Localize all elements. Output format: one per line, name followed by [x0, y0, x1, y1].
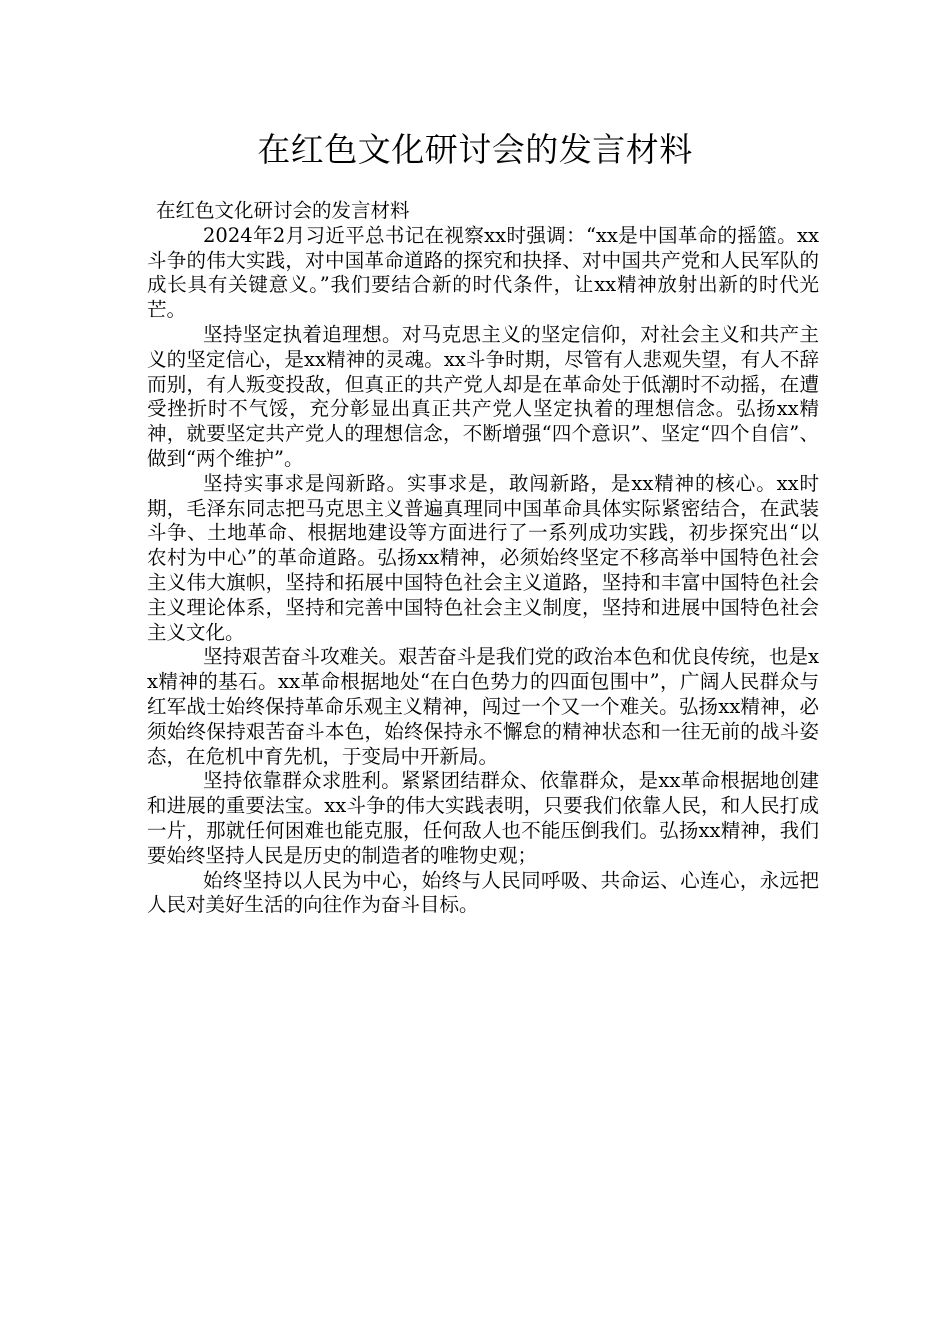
document-subtitle: 在红色文化研讨会的发言材料: [156, 199, 410, 222]
paragraph-ideals: 坚持坚定执着追理想。对马克思主义的坚定信仰，对社会主义和共产主义的坚定信心，是xx精神的灵魂。xx斗争时期，尽管有人悲观失望，有人不辞而别，有人叛变投敌，但真正的共产党人却是在革命处于低潮时不动摇，在遭受挫折时不气馁，充分彰显出真正共产党人坚定执着的理想信念。弘扬xx精神，就要坚定共产党人的理想信念，不断增强“四个意识”、坚定“四个自信”、做到“两个维护”。: [147, 322, 819, 470]
paragraph-masses: 坚持依靠群众求胜利。紧紧团结群众、依靠群众，是xx革命根据地创建和进展的重要法宝。xx斗争的伟大实践表明，只要我们依靠人民，和人民打成一片，那就任何困难也能克服，任何敌人也不能压倒我们。弘扬xx精神，我们要始终坚持人民是历史的制造者的唯物史观；: [147, 769, 819, 867]
paragraph-hard-work: 坚持艰苦奋斗攻难关。艰苦奋斗是我们党的政治本色和优良传统，也是xx精神的基石。xx革命根据地处“在白色势力的四面包围中”，广阔人民群众与红军战士始终保持革命乐观主义精神，闯过一个又一个难关。弘扬xx精神，必须始终保持艰苦奋斗本色，始终保持永不懈怠的精神状态和一往无前的战斗姿态，在危机中育先机，于变局中开新局。: [147, 645, 819, 768]
paragraph-people-centered: 始终坚持以人民为中心，始终与人民同呼吸、共命运、心连心，永远把人民对美好生活的向往作为奋斗目标。: [147, 868, 819, 917]
paragraph-pragmatism: 坚持实事求是闯新路。实事求是，敢闯新路，是xx精神的核心。xx时期，毛泽东同志把马克思主义普遍真理同中国革命具体实际紧密结合，在武装斗争、土地革命、根据地建设等方面进行了一系列成功实践，初步探究出“以农村为中心”的革命道路。弘扬xx精神，必须始终坚定不移高举中国特色社会主义伟大旗帜，坚持和拓展中国特色社会主义道路，坚持和丰富中国特色社会主义理论体系，坚持和完善中国特色社会主义制度，坚持和进展中国特色社会主义文化。: [147, 471, 819, 644]
document-body: [147, 199, 819, 918]
document-title: 在红色文化研讨会的发言材料: [257, 130, 693, 169]
paragraph-intro: 2024年2月习近平总书记在视察xx时强调：“xx是中国革命的摇篮。xx斗争的伟大实践，对中国革命道路的探究和抉择、对中国共产党和人民军队的成长具有关键意义。”我们要结合新的时代条件，让xx精神放射出新的时代光芒。: [147, 223, 819, 322]
